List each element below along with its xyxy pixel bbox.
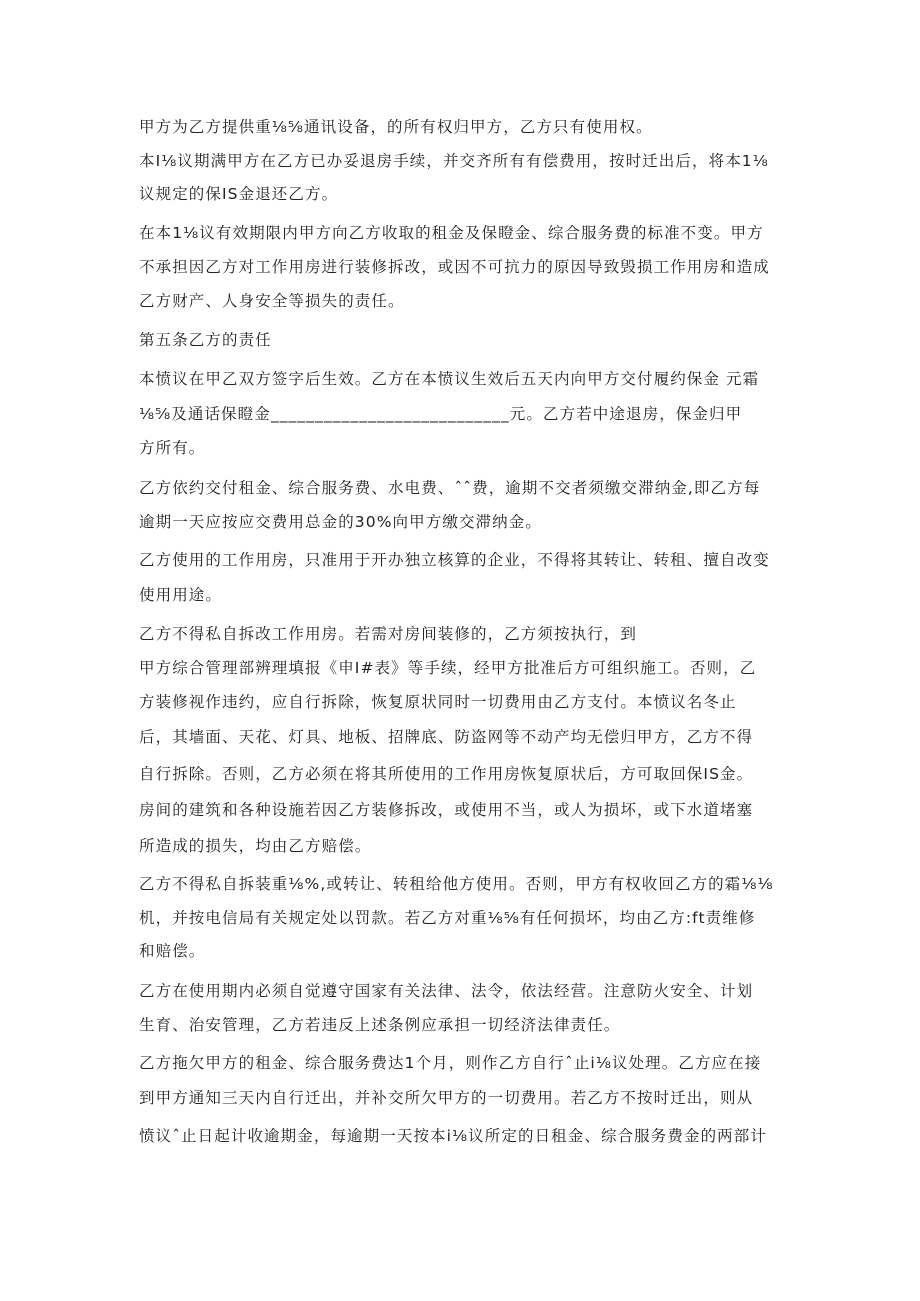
text-line: 方所有。 bbox=[139, 439, 206, 457]
text-line: 本愤议在甲乙双方签字后生效。乙方在本愤议生效后五天内向甲方交付履约保金 元霜 bbox=[139, 370, 760, 388]
section-heading: 第五条乙方的责任 bbox=[139, 331, 272, 349]
text-line: 和赔偿。 bbox=[139, 942, 206, 960]
text-line: 生育、治安管理，乙方若违反上述条例应承担一切经济法律责任。 bbox=[139, 1016, 621, 1034]
text-line: 在本1⅛议有效期限内甲方向乙方收取的租金及保瞪金、综合服务费的标准不变。甲方 bbox=[139, 224, 764, 242]
text-line: ⅛⅝及通话保瞪金___________________________元。乙方若中途退房，保金归甲 bbox=[139, 405, 743, 423]
text-line: 乙方依约交付租金、综合服务费、水电费、ˆˆ费，逾期不交者须缴交滞纳金,即乙方每 bbox=[139, 479, 761, 497]
text-line: 逾期一天应按应交费用总金的30%向甲方缴交滞纳金。 bbox=[139, 513, 542, 531]
text-line: 乙方使用的工作用房，只准用于开办独立核算的企业，不得将其转让、转租、擅自改变 bbox=[139, 551, 770, 569]
text-line: 乙方不得私自拆改工作用房。若需对房间装修的，乙方须按执行，到 bbox=[139, 625, 638, 643]
text-line: 乙方在使用期内必须自觉遵守国家有关法律、法令，依法经营。注意防火安全、计划 bbox=[139, 982, 754, 1000]
text-line: 甲方综合管理部辨理填报《申I#表》等手续，经甲方批准后方可组织施工。否则，乙 bbox=[139, 659, 757, 677]
text-line: 议规定的保IS金退还乙方。 bbox=[139, 185, 339, 203]
text-line: 本I⅛议期满甲方在乙方已办妥退房手续，并交齐所有有偿费用，按时迁出后，将本1⅛ bbox=[139, 152, 769, 170]
text-line: 所造成的损失，均由乙方赔偿。 bbox=[139, 837, 372, 855]
text-line: 到甲方通知三天内自行迁出，并补交所欠甲方的一切费用。若乙方不按时迁出，则从 bbox=[139, 1089, 754, 1107]
text-line: 愤议ˆ止日起计收逾期金，每逾期一天按本i⅛议所定的日租金、综合服务费金的两部计 bbox=[139, 1127, 767, 1145]
text-line: 乙方拖欠甲方的租金、综合服务费达1个月，则作乙方自行ˆ止i⅛议处理。乙方应在接 bbox=[139, 1054, 762, 1072]
text-line: 自行拆除。否则，乙方必须在将其所使用的工作用房恢复原状后，方可取回保IS金。 bbox=[139, 765, 754, 783]
text-line: 房间的建筑和各种设施若因乙方装修拆改，或使用不当，或人为损坏，或下水道堵塞 bbox=[139, 801, 754, 819]
text-line: 使用用途。 bbox=[139, 586, 223, 604]
text-line: 不承担因乙方对工作用房进行装修拆改，或因不可抗力的原因导致毁损工作用房和造成 bbox=[139, 258, 770, 276]
text-line: 乙方不得私自拆装重⅛%,或转让、转租给他方使用。否则，甲方有权收回乙方的霜⅛⅛ bbox=[139, 875, 774, 893]
text-line: 机，并按电信局有关规定处以罚款。若乙方对重⅛⅝有任何损坏，均由乙方:ft责维修 bbox=[139, 909, 756, 927]
text-line: 后，其墙面、天花、灯具、地板、招牌底、防盗网等不动产均无偿归甲方，乙方不得 bbox=[139, 728, 754, 746]
text-line: 乙方财产、人身安全等损失的责任。 bbox=[139, 292, 405, 310]
text-line: 甲方为乙方提供重⅛⅝通讯设备，的所有权归甲方，乙方只有使用权。 bbox=[139, 118, 653, 136]
text-line: 方装修视作违约，应自行拆除，恢复原状同时一切费用由乙方支付。本愤议名冬止 bbox=[139, 693, 737, 711]
